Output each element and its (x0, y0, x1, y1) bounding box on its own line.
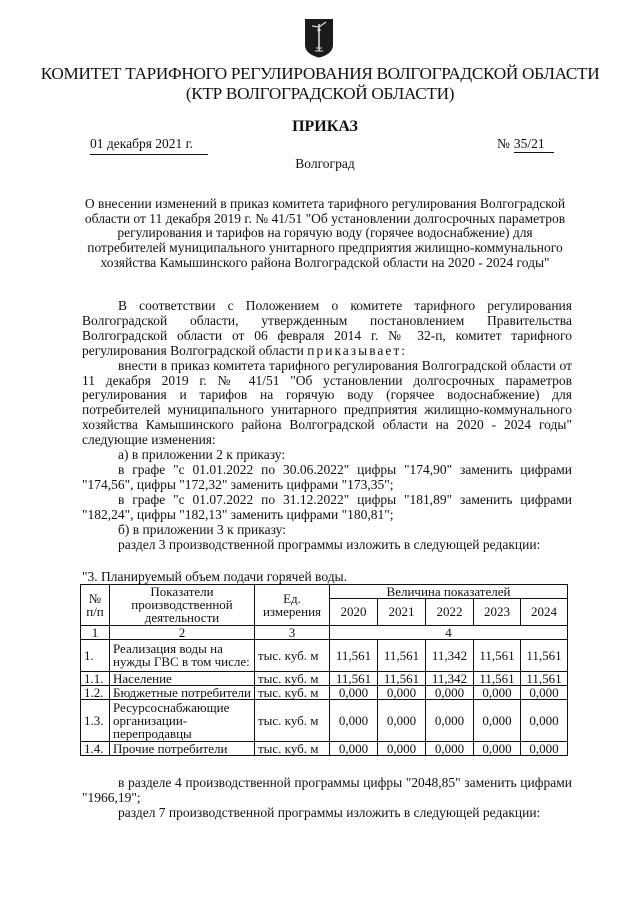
appendix-2-paragraph: а) в приложении 2 к приказу: (118, 447, 286, 463)
appendix-3-paragraph: б) в приложении 3 к приказу: (118, 521, 287, 537)
row-unit: тыс. куб. м (255, 639, 330, 671)
row-value: 0,000 (330, 700, 378, 742)
document-continuation (82, 776, 572, 821)
row-value: 0,000 (330, 742, 378, 756)
row-num: 1.3. (81, 700, 110, 742)
header-year: 2021 (378, 599, 426, 625)
header-year: 2022 (426, 599, 474, 625)
row-indicator: Население (110, 671, 255, 685)
row-num: 1.4. (81, 742, 110, 756)
row-unit: тыс. куб. м (255, 700, 330, 742)
table-row (81, 686, 568, 700)
header-values-group: Величина показателей (330, 585, 568, 599)
row-indicator: Ресурсоснабжающие организации-перепродавцы (110, 700, 255, 742)
volgograd-coat-of-arms-icon (304, 18, 334, 58)
row-value: 0,000 (426, 700, 474, 742)
row-value: 0,000 (426, 686, 474, 700)
row-value: 11,342 (426, 639, 474, 671)
row-value: 0,000 (378, 700, 426, 742)
row-value: 0,000 (474, 742, 521, 756)
row-value: 0,000 (330, 686, 378, 700)
header-year: 2023 (474, 599, 521, 625)
section-7-paragraph: раздел 7 производственной программы изложить в следующей редакции: (118, 804, 541, 820)
row-value: 0,000 (521, 742, 568, 756)
row-num: 1.1. (81, 671, 110, 685)
column-number: 4 (330, 625, 568, 639)
table-header-row (81, 585, 568, 599)
row-indicator: Бюджетные потребители (110, 686, 255, 700)
column-number: 3 (255, 625, 330, 639)
row-unit: тыс. куб. м (255, 671, 330, 685)
row-value: 11,561 (521, 639, 568, 671)
row-value: 0,000 (426, 742, 474, 756)
table-row (81, 671, 568, 685)
number-label: № (497, 136, 510, 151)
row-value: 11,561 (330, 639, 378, 671)
row-value: 11,561 (378, 671, 426, 685)
row-value: 0,000 (378, 742, 426, 756)
row-value: 11,561 (521, 671, 568, 685)
row-value: 11,561 (330, 671, 378, 685)
row-num: 1.2. (81, 686, 110, 700)
row-value: 0,000 (474, 686, 521, 700)
appendix-2-change-2: в графе "с 01.07.2022 по 31.12.2022" цифры "181,89" заменить цифрами "182,24", цифры "182,13" заменить цифрами "180,81"; (82, 491, 572, 522)
document-number (497, 136, 554, 153)
document-date: 01 декабря 2021 г. (90, 136, 208, 155)
table-row (81, 700, 568, 742)
header-indicator: Показатели производственной деятельности (110, 585, 255, 626)
row-value: 0,000 (474, 700, 521, 742)
document-body (82, 299, 572, 552)
organization-abbreviation: (КТР ВОЛГОГРАДСКОЙ ОБЛАСТИ) (185, 84, 455, 103)
row-unit: тыс. куб. м (255, 686, 330, 700)
city: Волгоград (295, 156, 355, 171)
row-value: 0,000 (521, 700, 568, 742)
header-unit: Ед. измерения (255, 585, 330, 626)
document-subject: О внесении изменений в приказ комитета тарифного регулирования Волгоградской области от 11 декабря 2019 г. № 41/51 "Об установлении долгосрочных параметров регулирования и тарифов на горячую воду (горячее водоснабжение) для потребителей муниципального унитарного предприятия жилищно-коммунального хозяйства Камышинского района Волгоградской области на 2020 - 2024 годы" (84, 196, 566, 270)
section-4-paragraph: в разделе 4 производственной программы цифры "2048,85" заменить цифрами "1966,19"; (82, 775, 572, 805)
column-number-row (81, 625, 568, 639)
organization-name: КОМИТЕТ ТАРИФНОГО РЕГУЛИРОВАНИЯ ВОЛГОГРАДСКОЙ ОБЛАСТИ (40, 64, 600, 83)
table-caption: "3. Планируемый объем подачи горячей воды. (82, 569, 348, 584)
table-row (81, 639, 568, 671)
preamble-paragraph (82, 299, 572, 359)
row-value: 0,000 (378, 686, 426, 700)
column-number: 2 (110, 625, 255, 639)
row-value: 11,561 (474, 639, 521, 671)
number-value: 35/21 (514, 136, 554, 153)
document-type: ПРИКАЗ (292, 118, 358, 135)
table-row (81, 742, 568, 756)
row-value: 11,561 (378, 639, 426, 671)
header-num: № п/п (81, 585, 110, 626)
header-year: 2020 (330, 599, 378, 625)
row-value: 0,000 (521, 686, 568, 700)
row-unit: тыс. куб. м (255, 742, 330, 756)
row-value: 11,561 (474, 671, 521, 685)
appendix-2-change-1: в графе "с 01.01.2022 по 30.06.2022" цифры "174,90" заменить цифрами "174,56", цифры "172,32" заменить цифрами "173,35"; (82, 461, 572, 492)
preamble-text: В соответствии с Положением о комитете тарифного регулирования Волгоградской области, утвержденным постановлением Правительства Волгоградской области от 06 февраля 2014 г. № 32-п, комитет тарифного регулирования Волгоградской области (82, 298, 572, 358)
orders-word: приказывает: (307, 342, 408, 358)
row-num: 1. (81, 639, 110, 671)
row-value: 11,342 (426, 671, 474, 685)
section-3-paragraph: раздел 3 производственной программы изложить в следующей редакции: (118, 536, 541, 552)
row-indicator: Прочие потребители (110, 742, 255, 756)
row-indicator: Реализация воды на нужды ГВС в том числе: (110, 639, 255, 671)
column-number: 1 (81, 625, 110, 639)
amendment-paragraph: внести в приказ комитета тарифного регулирования Волгоградской области от 11 декабря 2019 г. № 41/51 "Об установлении долгосрочных параметров регулирования и тарифов на горячую воду (горячее водоснабжение) для потребителей муниципального унитарного предприятия жилищно-коммунального хозяйства Камышинского района Волгоградской области на 2020 - 2024 годы" следующие изменения: (82, 357, 572, 448)
hot-water-volume-table (80, 584, 568, 756)
header-year: 2024 (521, 599, 568, 625)
